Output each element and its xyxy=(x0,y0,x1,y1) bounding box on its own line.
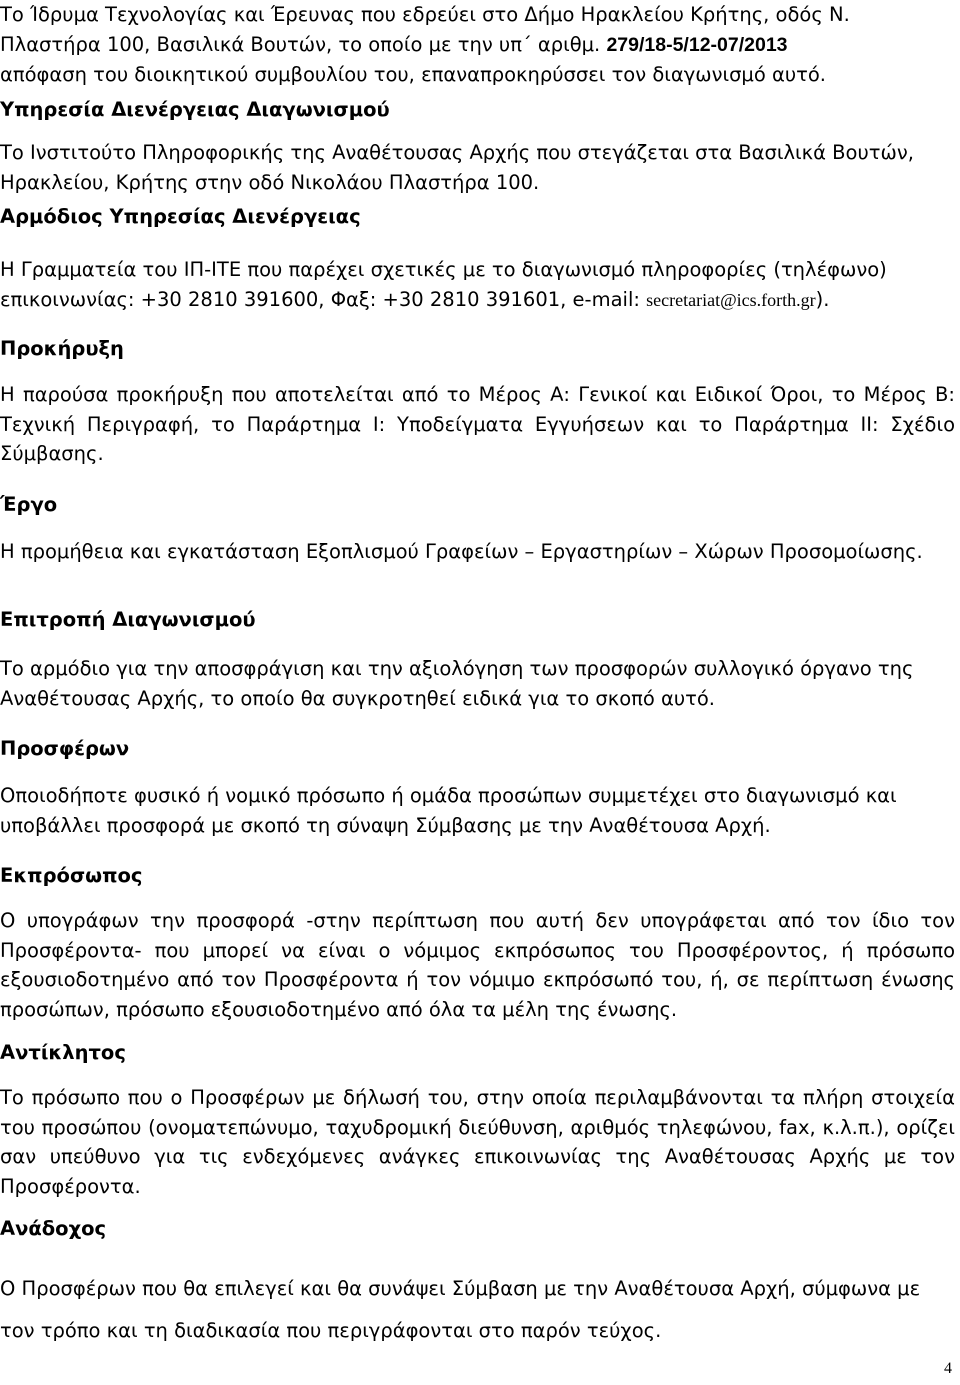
email-address: secretariat@ics.forth.gr xyxy=(646,289,816,310)
decision-number: 279/18-5/12-07/2013 xyxy=(606,33,788,56)
heading-committee: Επιτροπή Διαγωνισμού xyxy=(0,608,256,631)
heading-contractor: Ανάδοχος xyxy=(0,1217,107,1240)
heading-proclamation: Προκήρυξη xyxy=(0,337,124,360)
paragraph-competent-service xyxy=(0,255,955,315)
heading-service: Υπηρεσία Διενέργειας Διαγωνισμού xyxy=(0,98,390,121)
intro-line-2-text: Πλαστήρα 100, Βασιλικά Βουτών, το οποίο με την υπ΄ αριθμ. xyxy=(0,32,607,56)
paragraph-project: Η προμήθεια και εγκατάσταση Εξοπλισμού Γραφείων – Εργαστηρίων – Χώρων Προσομοίωσης. xyxy=(0,540,923,563)
competent-service-text-end: ). xyxy=(815,287,830,311)
paragraph-service: Το Ινστιτούτο Πληροφορικής της Αναθέτουσας Αρχής που στεγάζεται στα Βασιλικά Βουτών, Ηρακλείου, Κρήτης στην οδό Νικολάου Πλαστήρα 100. xyxy=(0,141,914,194)
paragraph-committee: Το αρμόδιο για την αποσφράγιση και την αξιολόγηση των προσφορών συλλογικό όργανο της Αναθέτουσας Αρχής, το οποίο θα συγκροτηθεί ειδικά για το σκοπό αυτό. xyxy=(0,657,914,710)
heading-competent-service: Αρμόδιος Υπηρεσίας Διενέργειας xyxy=(0,205,361,228)
intro-line-2 xyxy=(0,30,955,61)
heading-bidder: Προσφέρων xyxy=(0,737,130,760)
heading-agent: Αντίκλητος xyxy=(0,1041,126,1064)
intro-line-1: Το Ίδρυμα Τεχνολογίας και Έρευνας που εδρεύει στο Δήμο Ηρακλείου Κρήτης, οδός Ν. xyxy=(0,3,850,26)
paragraph-bidder: Οποιοδήποτε φυσικό ή νομικό πρόσωπο ή ομάδα προσώπων συμμετέχει στο διαγωνισμό και υποβάλλει προσφορά με σκοπό τη σύναψη Σύμβασης με την Αναθέτουσα Αρχή. xyxy=(0,784,897,837)
competent-service-text: Η Γραμματεία του ΙΠ-ΙΤΕ που παρέχει σχετικές με το διαγωνισμό πληροφορίες (τηλέφωνο) επικοινωνίας: +30 2810 391600, Φαξ: +30 2810 391601, e-mail: xyxy=(0,258,887,311)
intro-line-3: απόφαση του διοικητικού συμβουλίου του, επαναπροκηρύσσει τον διαγωνισμό αυτό. xyxy=(0,63,826,86)
heading-representative: Εκπρόσωπος xyxy=(0,864,143,887)
paragraph-contractor: Ο Προσφέρων που θα επιλεγεί και θα συνάψει Σύμβαση με την Αναθέτουσα Αρχή, σύμφωνα με τον τρόπο και τη διαδικασία που περιγράφονται στο παρόν τεύχος. xyxy=(0,1277,921,1342)
paragraph-proclamation: Η παρούσα προκήρυξη που αποτελείται από το Μέρος Α: Γενικοί και Ειδικοί Όροι, το Μέρος Β: Τεχνική Περιγραφή, το Παράρτημα Ι: Υποδείγματα Εγγυήσεων και το Παράρτημα ΙΙ: Σχέδιο Σύμβασης. xyxy=(0,383,955,465)
paragraph-representative: Ο υπογράφων την προσφορά -στην περίπτωση που αυτή δεν υπογράφεται από τον ίδιο τον Προσφέροντα- που μπορεί να είναι ο νόμιμος εκπρόσωπος του Προσφέροντος, ή πρόσωπο εξουσιοδοτημένο από τον Προσφέροντα ή τον νόμιμο εκπρόσωπό του, ή, σε περίπτωση ένωσης προσώπων, πρόσωπο εξουσιοδοτημένο από όλα τα μέλη της ένωσης. xyxy=(0,909,955,1021)
paragraph-agent: Το πρόσωπο που ο Προσφέρων με δήλωσή του, στην οποία περιλαμβάνονται τα πλήρη στοιχεία του προσώπου (ονοματεπώνυμο, ταχυδρομική διεύθυνση, αριθμός τηλεφώνου, fax, κ.λ.π.), ορίζει σαν υπεύθυνο για τις ενδεχόμενες ανάγκες επικοινωνίας της Αναθέτουσας Αρχής με τον Προσφέροντα. xyxy=(0,1086,955,1198)
page-number: 4 xyxy=(944,1360,952,1377)
intro-paragraph xyxy=(0,0,955,90)
heading-project: Έργο xyxy=(0,493,58,516)
